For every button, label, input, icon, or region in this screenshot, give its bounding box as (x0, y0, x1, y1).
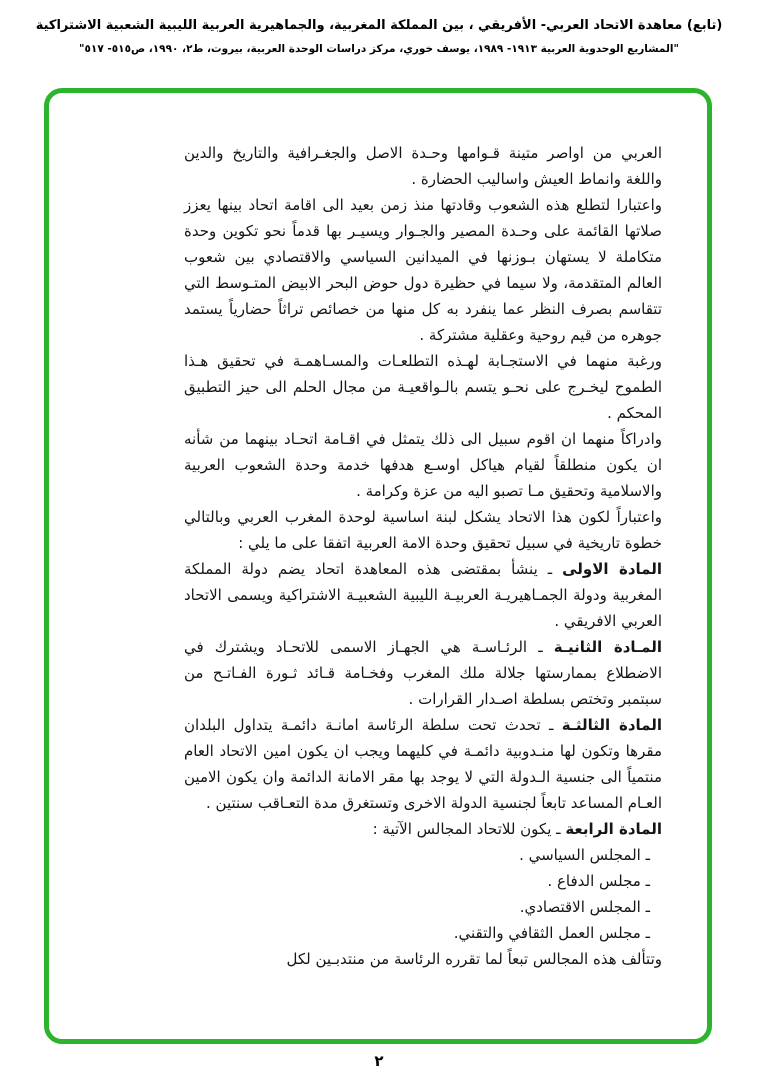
paragraph (184, 426, 662, 504)
paragraph-article-3 (184, 712, 662, 816)
paragraph-text: ـ يكون للاتحاد المجالس الآتية : (372, 820, 566, 838)
paragraph-text: العربي من اواصر متينة قـوامها وحـدة الاصل والجغـرافية والتاريخ والدين واللغة وانماط العيش واساليب الحضارة . (184, 144, 662, 188)
article-heading: المادة الثالثـة (561, 716, 662, 734)
paragraph-text: ـ مجلس الدفاع . (547, 872, 650, 890)
list-item (184, 894, 662, 920)
paragraph-text: ـ مجلس العمل الثقافي والتقني. (453, 924, 650, 942)
list-item (184, 920, 662, 946)
paragraph-text: وتتألف هذه المجالس تبعاً لما تقرره الرئاسة من منتدبـين لكل (286, 950, 662, 968)
document-header (0, 16, 758, 55)
document-title: (تابع) معاهدة الاتحاد العربي- الأفريقي ، بين المملكة المغربية، والجماهيرية العربية الليبية الشعبية الاشتراكية (35, 18, 723, 33)
paragraph-text: ـ الرئـاسـة هي الجهـاز الاسمى للاتحـاد ويشترك في الاضطلاع بممارستها جلالة ملك المغرب وفخـامة قـائد ثـورة الفـاتـح من سبتمبر وتختص بسلطة اصـدار القرارات . (184, 638, 662, 708)
paragraph (184, 140, 662, 192)
list-item (184, 842, 662, 868)
article-heading: المادة الاولى (562, 560, 662, 578)
paragraph-article-1 (184, 556, 662, 634)
document-source-citation: "المشاريع الوحدوية العربية ١٩١٣- ١٩٨٩، يوسف خوري، مركز دراسات الوحدة العربية، بيروت، ط٢، ١٩٩٠، ص٥١٥- ٥١٧" (79, 43, 679, 56)
paragraph-text: وادراكاً منهما ان اقوم سبيل الى ذلك يتمثل في اقـامة اتحـاد بينهما من شأنه ان يكون منطلقاً لقيام هياكل اوسـع هدفها خدمة وحدة الشعوب العربية والاسلامية وتحقيق مـا تصبو اليه من عزة وكرامة . (184, 430, 662, 500)
paragraph (184, 946, 662, 972)
article-heading: المـادة الثانيـة (553, 638, 663, 656)
paragraph-text: واعتبارا لتطلع هذه الشعوب وقادتها منذ زمن بعيد الى اقامة اتحاد بينها يعزز صلاتها القائمة على وحـدة المصير والجـوار ويسيـر بها قدماً نحو تكوين وحدة متكاملة لا يستهان بـوزنها في الميدانين السياسي والاقتصادي بين شعوب العالم المتقدمة، ولا سيما في حظيرة دول حوض البحر الابيض المتـوسط التي تتقاسم بصرف النظر عما ينفرد به كل منها من خصائص تراثاً حضارياً يستمد جوهره من قيم روحية وعقلية مشتركة . (184, 196, 662, 344)
page-number: ٢ (374, 1052, 384, 1070)
paragraph-text: ورغبة منهما في الاستجـابة لهـذه التطلعـات والمسـاهمـة في تحقيق هـذا الطموح ليخـرج على نحـو يتسم بالـواقعيـة من مجال الحلم الى حيز التطبيق المحكم . (184, 352, 662, 422)
paragraph (184, 348, 662, 426)
paragraph (184, 504, 662, 556)
article-heading: المادة الرابعة (565, 820, 662, 838)
paragraph-text: ـ المجلس السياسي . (519, 846, 650, 864)
paragraph-text: ـ تحدث تحت سلطة الرئاسة امانـة دائمـة يتداول البلدان مقرها وتكون لها منـدوبية دائمـة في كليهما ويجب ان يكون امين الاتحاد العام منتمياً الى جنسية الـدولة التي لا يوجد بها مقر الامانة الدائمة وان يكون الامين العـام المساعد تابعاً لجنسية الدولة الاخرى وتستغرق مدة التعـاقب سنتين . (184, 716, 662, 812)
list-item (184, 868, 662, 894)
paragraph-article-2 (184, 634, 662, 712)
paragraph-text: ـ ينشأ بمقتضى هذه المعاهدة اتحاد يضم دولة المملكة المغربية ودولة الجمـاهيريـة العربيـة الليبية الشعبيـة الاشتراكية ويسمى الاتحاد العربي الافريقي . (184, 560, 662, 630)
paragraph (184, 192, 662, 348)
treaty-body-text (184, 140, 662, 972)
paragraph-article-4 (184, 816, 662, 842)
paragraph-text: ـ المجلس الاقتصادي. (519, 898, 650, 916)
paragraph-text: واعتباراً لكون هذا الاتحاد يشكل لبنة اساسية لوحدة المغرب العربي وبالتالي خطوة تاريخية في سبيل تحقيق وحدة الامة العربية اتفقا على ما يلي : (184, 508, 662, 552)
